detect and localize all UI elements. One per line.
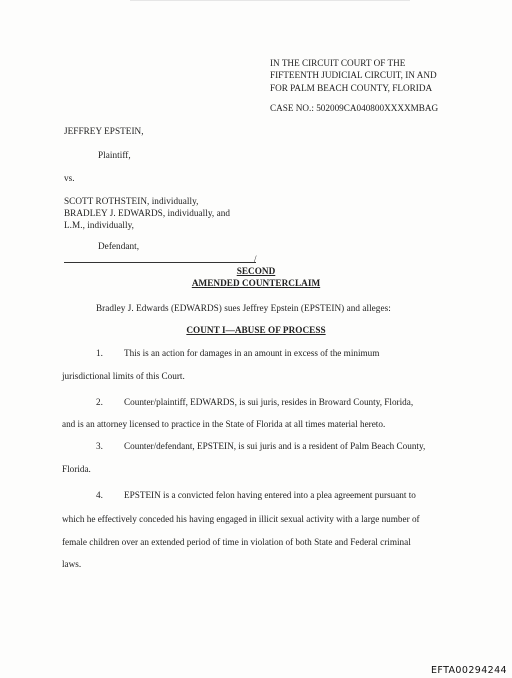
court-line-2: FIFTEENTH JUDICIAL CIRCUIT, IN AND — [270, 70, 437, 81]
para-2-number: 2. — [96, 397, 103, 407]
para-2-line-2: and is an attorney licensed to practice in the State of Florida at all times material hereto. — [62, 419, 386, 429]
plaintiff-name: JEFFREY EPSTEIN, — [64, 126, 144, 136]
count-heading: COUNT I—ABUSE OF PROCESS — [186, 325, 326, 335]
versus-label: vs. — [64, 173, 75, 183]
para-1-first-line: This is an action for damages in an amount in excess of the minimum — [124, 348, 380, 358]
court-line-3: FOR PALM BEACH COUNTY, FLORIDA — [270, 82, 433, 93]
title-line-2: AMENDED COUNTERCLAIM — [191, 278, 321, 288]
defendant-line-3: L.M., individually, — [64, 220, 135, 230]
para-4-number: 4. — [96, 490, 103, 500]
scan-edge-line — [130, 0, 410, 1]
para-4-line-3: female children over an extended period of time in violation of both State and Federal criminal — [62, 537, 411, 547]
para-4-line-4: laws. — [62, 559, 82, 569]
defendant-line-2: BRADLEY J. EDWARDS, individually, and — [64, 208, 231, 218]
caption-rule — [64, 262, 256, 263]
court-line-1: IN THE CIRCUIT COURT OF THE — [270, 58, 406, 68]
para-1-number: 1. — [96, 348, 103, 358]
case-number: CASE NO.: 502009CA040800XXXXMBAG — [270, 103, 439, 113]
para-3-first-line: Counter/defendant, EPSTEIN, is sui juris and is a resident of Palm Beach County, — [124, 441, 426, 451]
para-4-first-line: EPSTEIN is a convicted felon having entered into a plea agreement pursuant to — [124, 490, 416, 500]
para-3-line-2: Florida. — [62, 464, 91, 474]
para-2-first-line: Counter/plaintiff, EDWARDS, is sui juris, resides in Broward County, Florida, — [124, 397, 414, 407]
bates-number: EFTA00294244 — [430, 665, 507, 676]
plaintiff-role: Plaintiff, — [98, 150, 131, 160]
para-4-line-2: which he effectively conceded his having engaged in illicit sexual activity with a large number of — [62, 514, 420, 524]
caption-slash: / — [254, 254, 257, 264]
defendant-line-1: SCOTT ROTHSTEIN, individually, — [64, 196, 199, 206]
court-header — [270, 57, 437, 94]
para-3-number: 3. — [96, 441, 103, 451]
para-1-line-2: jurisdictional limits of this Court. — [62, 371, 185, 381]
intro-sentence: Bradley J. Edwards (EDWARDS) sues Jeffrey Epstein (EPSTEIN) and alleges: — [96, 303, 391, 313]
title-line-1: SECOND — [236, 266, 276, 276]
defendant-role: Defendant, — [98, 241, 140, 251]
